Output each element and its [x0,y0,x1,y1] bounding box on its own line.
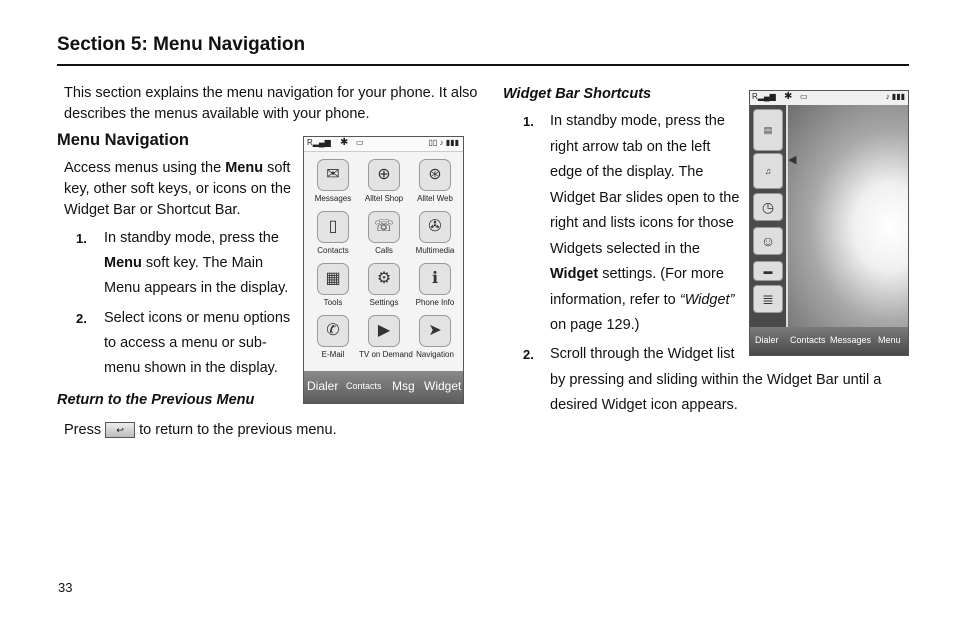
menu-item-settings[interactable] [359,263,409,307]
text: soft key. The Main [141,255,264,271]
text: to return to the previous menu. [135,422,337,438]
signal-icon: R▂▄▆ [307,138,331,147]
softkey-messages[interactable]: Messages [830,335,872,345]
menu-item-label: Calls [375,246,393,255]
menu-item-label: TV on Demand [359,350,413,359]
gear-icon: ⚙ [368,263,400,295]
intro-line: describes the menus available with your phone. [64,106,370,122]
back-key-icon: ↩ [105,422,135,438]
player-widget-icon[interactable]: ▬ [753,261,783,281]
menu-keyword: Menu [225,160,264,176]
notepad-icon[interactable]: ≣ [753,285,783,313]
info-icon: ℹ [419,263,451,295]
text: key, other soft keys, or icons on the [64,181,292,197]
battery-icon: ▯▯ ♪ ▮▮▮ [428,138,459,147]
bluetooth-icon: ✱ [340,137,349,148]
softkey-dialer[interactable]: Dialer [307,379,339,393]
return-paragraph [64,418,337,443]
intro-line: This section explains the menu navigation for your phone. It also [64,85,478,101]
text: Widget Bar or Shortcut Bar. [64,202,241,218]
menu-item-tools[interactable] [308,263,358,307]
text: In standby mode, press the [550,113,725,129]
navigation-icon: ➤ [419,315,451,347]
softkey-menu[interactable]: Menu [878,335,901,345]
message-status-icon: ▭ [800,92,808,101]
softkey-widget[interactable]: Widget [424,379,462,393]
text: In standby mode, press the [104,230,279,246]
section-title: Section 5: Menu Navigation [57,34,306,55]
step-number: 2. [76,311,87,326]
menu-item-label: Alltel Shop [364,194,404,203]
text: Access menus using the [64,160,226,176]
alltel-shop-icon: ⊕ [368,159,400,191]
softkey-dialer[interactable]: Dialer [755,335,779,345]
menu-nav-step-1 [76,226,288,301]
menu-item-calls[interactable] [359,211,409,255]
film-reel-icon: ✇ [419,211,451,243]
menu-item-contacts[interactable] [308,211,358,255]
alltel-web-icon: ⊛ [419,159,451,191]
widget-bar-screenshot [749,90,909,356]
widget-bar-arrow-tab-icon[interactable]: ◀ [788,154,797,166]
softkey-contacts[interactable]: Contacts [346,381,382,391]
menu-item-alltel-shop[interactable] [359,159,409,203]
status-bar [304,137,463,152]
email-icon: ✆ [317,315,349,347]
menu-item-label: E-Mail [321,350,345,359]
battery-icon: ♪ ▮▮▮ [885,92,905,101]
contacts-icon: ▯ [317,211,349,243]
menu-item-label: Navigation [416,350,454,359]
return-heading: Return to the Previous Menu [57,392,255,408]
menu-keyword: Menu [104,255,142,271]
text: Select icons or menu options [104,310,291,326]
text: by pressing and sliding within the Widget Bar until a [550,371,882,388]
calendar-widget-icon[interactable]: ▤ [753,109,783,151]
text: Press [64,422,106,438]
softkey-msg[interactable]: Msg [392,379,415,393]
menu-item-alltel-web[interactable] [410,159,460,203]
text: to access a menu or sub- [104,335,267,351]
menu-item-label: Messages [314,194,352,203]
phone-icon: ☏ [368,211,400,243]
text: on page 129.) [550,317,640,333]
text: soft [263,160,291,176]
text: information, refer to [550,291,680,308]
page-number: 33 [58,580,73,595]
tv-icon: ▶ [368,315,400,347]
menu-item-label: Multimedia [415,246,455,255]
menu-nav-paragraph [64,158,291,221]
text: desired Widget icon appears. [550,397,738,413]
bluetooth-icon: ✱ [784,91,793,102]
widget-bar[interactable] [750,105,786,327]
step-number: 1. [76,231,87,246]
text: menu shown in the display. [104,360,278,376]
menu-item-tv-on-demand[interactable] [359,315,413,359]
menu-item-label: Alltel Web [417,194,453,203]
section-rule [57,64,909,66]
menu-item-navigation[interactable] [410,315,460,359]
widget-keyword: Widget [550,266,599,282]
menu-item-phone-info[interactable] [410,263,460,307]
text: edge of the display. The [550,164,704,180]
text: right arrow tab on the left [550,138,711,155]
calculator-icon: ▦ [317,263,349,295]
cross-reference-link[interactable]: “Widget” [679,291,735,308]
text: Widgets selected in the [550,240,700,257]
intro-paragraph [64,83,478,125]
menu-navigation-heading: Menu Navigation [57,131,190,149]
menu-item-messages[interactable] [308,159,358,203]
avatar-widget-icon[interactable]: ☺ [753,227,783,255]
soft-key-bar [304,371,463,403]
menu-item-label: Contacts [317,246,349,255]
menu-item-email[interactable] [308,315,358,359]
wallpaper-image [788,105,908,327]
widget-shortcuts-heading: Widget Bar Shortcuts [503,86,652,102]
envelope-icon: ✉ [317,159,349,191]
message-status-icon: ▭ [356,138,364,147]
step-number: 2. [523,347,534,362]
status-bar [750,91,908,106]
menu-item-label: Tools [323,298,343,307]
signal-icon: R▂▄▆ [752,92,776,101]
clock-icon[interactable]: ◷ [753,193,783,221]
menu-item-label: Settings [369,298,399,307]
softkey-contacts[interactable]: Contacts [790,335,826,345]
text: Widget Bar slides open to the [550,189,740,206]
text: Menu appears in the display. [104,280,289,296]
menu-item-label: Phone Info [415,298,455,307]
main-menu-screenshot [303,136,464,404]
widget-step-1 [523,109,739,339]
text: Scroll through the Widget list [550,346,735,362]
menu-item-multimedia[interactable] [410,211,460,255]
menu-nav-step-2 [76,306,290,381]
text: settings. (For more [598,266,724,282]
music-widget-icon[interactable]: ♫ [753,153,783,189]
soft-key-bar [750,327,908,355]
step-number: 1. [523,114,534,129]
text: right and lists icons for those [550,215,734,231]
